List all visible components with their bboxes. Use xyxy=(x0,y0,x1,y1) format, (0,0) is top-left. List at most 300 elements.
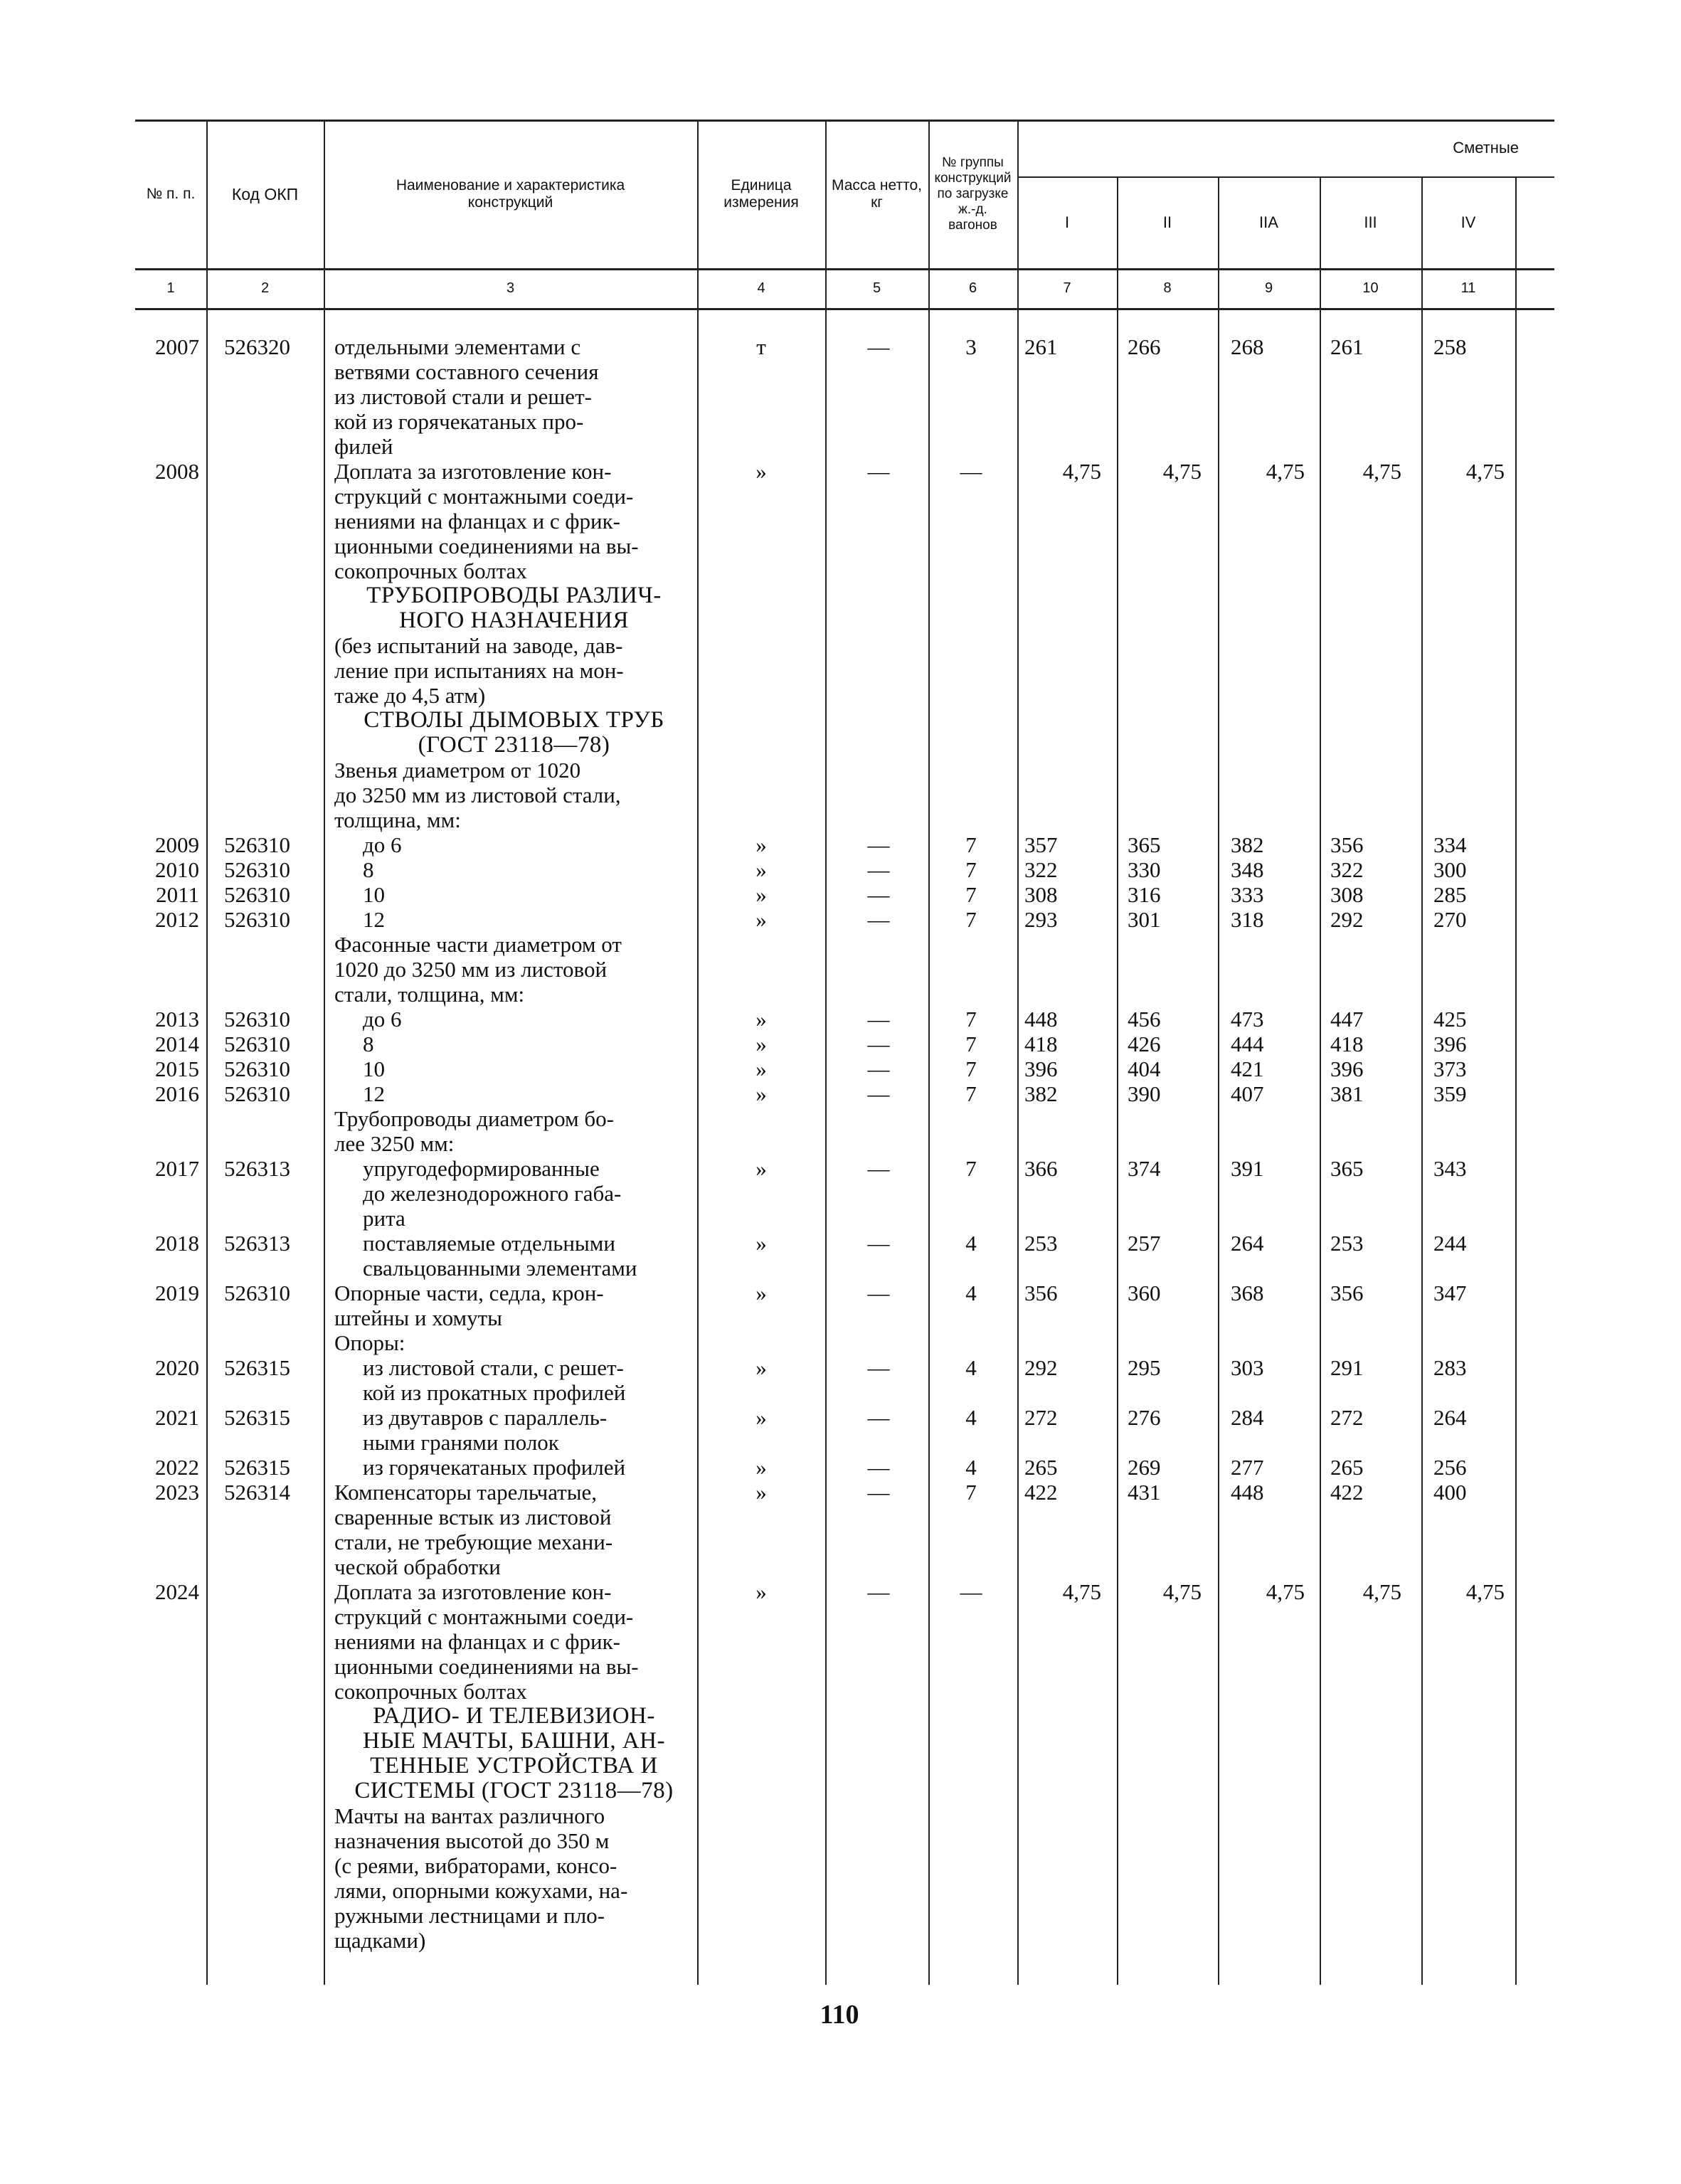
row-number: 2010 xyxy=(155,857,199,882)
mass-value: — xyxy=(867,1405,890,1430)
group-value: 4 xyxy=(965,1405,977,1430)
unit-value: » xyxy=(755,1081,767,1106)
unit-value: » xyxy=(755,1480,767,1505)
smetnye-rule xyxy=(1017,176,1554,178)
mass-value: — xyxy=(867,334,890,359)
group-value: 7 xyxy=(965,1081,977,1106)
description-line: струкций с монтажными соеди- xyxy=(334,484,634,509)
row-number: 2008 xyxy=(155,459,199,484)
price-zone-value: 448 xyxy=(1024,1007,1058,1032)
table-row xyxy=(0,1704,1681,1953)
description-line: Опорные части, седла, крон- xyxy=(334,1281,604,1305)
price-zone-value: 303 xyxy=(1231,1355,1264,1380)
row-description xyxy=(334,1455,694,1480)
table-row xyxy=(0,1480,1681,1579)
mass-value: — xyxy=(867,1156,890,1181)
unit-value: » xyxy=(755,1281,767,1305)
row-number: 2015 xyxy=(155,1056,199,1081)
table-row xyxy=(0,1231,1681,1281)
mass-value: — xyxy=(867,1480,890,1505)
price-zone-value: 382 xyxy=(1024,1081,1058,1106)
section-title: ТЕННЫЕ УСТРОЙСТВА И xyxy=(370,1753,658,1779)
price-zone-value: 261 xyxy=(1330,334,1364,359)
row-description xyxy=(334,583,694,708)
price-zone-value: 396 xyxy=(1024,1056,1058,1081)
price-zone-value: 407 xyxy=(1231,1081,1264,1106)
table-row xyxy=(0,907,1681,932)
price-zone-value: 425 xyxy=(1433,1007,1467,1032)
description-line: стали, толщина, мм: xyxy=(334,982,525,1007)
section-title: НЫЕ МАЧТЫ, БАШНИ, АН- xyxy=(362,1728,665,1754)
header-col-number: 10 xyxy=(1362,280,1379,296)
header-zone: III xyxy=(1364,213,1377,231)
price-zone-value: 316 xyxy=(1128,882,1161,907)
group-value: 4 xyxy=(965,1355,977,1380)
row-description xyxy=(334,1704,694,1953)
table-row xyxy=(0,1032,1681,1056)
price-zone-value: 374 xyxy=(1128,1156,1161,1181)
row-number: 2016 xyxy=(155,1081,199,1106)
price-zone-value: 256 xyxy=(1433,1455,1467,1480)
header-mass: Масса нетто, кг xyxy=(831,176,922,211)
group-value: 7 xyxy=(965,1056,977,1081)
price-zone-value: 333 xyxy=(1231,882,1264,907)
mass-value: — xyxy=(867,882,890,907)
price-zone-value: 258 xyxy=(1433,334,1467,359)
price-zone-value: 276 xyxy=(1128,1405,1161,1430)
section-title: РАДИО- И ТЕЛЕВИЗИОН- xyxy=(373,1703,655,1729)
price-zone-value: 244 xyxy=(1433,1231,1467,1256)
description-line: кой из горячекатаных про- xyxy=(334,409,584,434)
okp-code: 526314 xyxy=(224,1480,290,1505)
group-value: 7 xyxy=(965,907,977,932)
price-zone-value: 300 xyxy=(1433,857,1467,882)
price-zone-value: 277 xyxy=(1231,1455,1264,1480)
price-zone-value: 4,75 xyxy=(1362,459,1401,484)
price-zone-value: 422 xyxy=(1024,1480,1058,1505)
price-zone-value: 447 xyxy=(1330,1007,1364,1032)
price-zone-value: 4,75 xyxy=(1062,459,1101,484)
description-line: сокопрочных болтах xyxy=(334,1679,527,1704)
description-line: лее 3250 мм: xyxy=(334,1131,455,1156)
description-line: 12 xyxy=(363,907,385,932)
header-zone: I xyxy=(1064,213,1070,231)
price-zone-value: 272 xyxy=(1024,1405,1058,1430)
unit-value: » xyxy=(755,857,767,882)
price-zone-value: 4,75 xyxy=(1266,459,1305,484)
description-line: из листовой стали и решет- xyxy=(334,384,592,409)
section-title: СТВОЛЫ ДЫМОВЫХ ТРУБ xyxy=(364,707,664,733)
row-number: 2021 xyxy=(155,1405,199,1430)
description-line: 8 xyxy=(363,1032,374,1056)
group-value: 7 xyxy=(965,1156,977,1181)
table-row xyxy=(0,857,1681,882)
unit-value: » xyxy=(755,1579,767,1604)
table-row xyxy=(0,1330,1681,1355)
row-number: 2013 xyxy=(155,1007,199,1032)
mass-value: — xyxy=(867,1455,890,1480)
row-description xyxy=(334,1405,694,1455)
row-number: 2007 xyxy=(155,334,199,359)
header-group: № группы конструкций по загрузке ж.-д. вагонов xyxy=(934,154,1012,233)
description-line: нениями на фланцах и с фрик- xyxy=(334,1629,620,1654)
mass-value: — xyxy=(867,907,890,932)
price-zone-value: 295 xyxy=(1128,1355,1161,1380)
price-zone-value: 418 xyxy=(1024,1032,1058,1056)
mass-value: — xyxy=(867,1231,890,1256)
price-zone-value: 421 xyxy=(1231,1056,1264,1081)
group-value: 3 xyxy=(965,334,977,359)
price-zone-value: 356 xyxy=(1330,1281,1364,1305)
table-row xyxy=(0,1281,1681,1330)
header-col-number: 11 xyxy=(1460,280,1476,296)
row-number: 2024 xyxy=(155,1579,199,1604)
price-zone-value: 293 xyxy=(1024,907,1058,932)
price-zone-value: 357 xyxy=(1024,832,1058,857)
price-zone-value: 347 xyxy=(1433,1281,1467,1305)
description-line: сокопрочных болтах xyxy=(334,558,527,583)
header-col-number: 7 xyxy=(1063,280,1071,296)
table-row xyxy=(0,1106,1681,1156)
price-zone-value: 366 xyxy=(1024,1156,1058,1181)
price-zone-value: 396 xyxy=(1330,1056,1364,1081)
price-zone-value: 4,75 xyxy=(1362,1579,1401,1604)
group-value: 7 xyxy=(965,1480,977,1505)
price-zone-value: 373 xyxy=(1433,1056,1467,1081)
section-title: НОГО НАЗНАЧЕНИЯ xyxy=(399,608,629,633)
description-line: ческой обработки xyxy=(334,1554,501,1579)
row-number: 2009 xyxy=(155,832,199,857)
unit-value: » xyxy=(755,1032,767,1056)
section-title: (ГОСТ 23118—78) xyxy=(418,732,610,758)
description-line: ными гранями полок xyxy=(363,1430,559,1455)
unit-value: » xyxy=(755,907,767,932)
price-zone-value: 356 xyxy=(1024,1281,1058,1305)
okp-code: 526315 xyxy=(224,1355,290,1380)
column-numbers-rule xyxy=(135,308,1554,310)
group-value: 7 xyxy=(965,1032,977,1056)
unit-value: » xyxy=(755,832,767,857)
price-zone-value: 400 xyxy=(1433,1480,1467,1505)
price-zone-value: 257 xyxy=(1128,1231,1161,1256)
price-zone-value: 348 xyxy=(1231,857,1264,882)
okp-code: 526310 xyxy=(224,832,290,857)
header-unit: Единица измерения xyxy=(723,176,799,211)
price-zone-value: 334 xyxy=(1433,832,1467,857)
description-line: щадками) xyxy=(334,1928,426,1953)
price-zone-value: 261 xyxy=(1024,334,1058,359)
price-zone-value: 268 xyxy=(1231,334,1264,359)
unit-value: » xyxy=(755,1455,767,1480)
price-zone-value: 283 xyxy=(1433,1355,1467,1380)
okp-code: 526315 xyxy=(224,1405,290,1430)
mass-value: — xyxy=(867,1355,890,1380)
description-line: таже до 4,5 атм) xyxy=(334,683,486,708)
row-number: 2018 xyxy=(155,1231,199,1256)
row-description xyxy=(334,459,694,583)
description-line: отдельными элементами с xyxy=(334,334,581,359)
table-body xyxy=(0,334,1681,1953)
description-line: ционными соединениями на вы- xyxy=(334,534,639,558)
price-zone-value: 390 xyxy=(1128,1081,1161,1106)
mass-value: — xyxy=(867,1007,890,1032)
price-zone-value: 365 xyxy=(1128,832,1161,857)
unit-value: » xyxy=(755,1355,767,1380)
group-value: 4 xyxy=(965,1281,977,1305)
row-description xyxy=(334,334,694,459)
price-zone-value: 359 xyxy=(1433,1081,1467,1106)
price-zone-value: 456 xyxy=(1128,1007,1161,1032)
description-line: Компенсаторы тарельчатые, xyxy=(334,1480,598,1505)
group-value: 4 xyxy=(965,1231,977,1256)
row-number: 2022 xyxy=(155,1455,199,1480)
row-description xyxy=(334,857,694,882)
row-description xyxy=(334,907,694,932)
description-line: рита xyxy=(363,1206,405,1231)
header-bottom-rule xyxy=(135,268,1554,270)
price-zone-value: 360 xyxy=(1128,1281,1161,1305)
mass-value: — xyxy=(867,832,890,857)
price-zone-value: 404 xyxy=(1128,1056,1161,1081)
unit-value: т xyxy=(756,334,766,359)
description-line: Трубопроводы диаметром бо- xyxy=(334,1106,614,1131)
group-value: 7 xyxy=(965,857,977,882)
description-line: упругодеформированные xyxy=(363,1156,600,1181)
description-line: Доплата за изготовление кон- xyxy=(334,459,612,484)
header-col-number: 6 xyxy=(968,280,977,296)
description-line: из листовой стали, с решет- xyxy=(363,1355,624,1380)
header-num: № п. п. xyxy=(146,185,196,202)
unit-value: » xyxy=(755,1156,767,1181)
mass-value: — xyxy=(867,1281,890,1305)
row-number: 2019 xyxy=(155,1281,199,1305)
table-row xyxy=(0,334,1681,459)
mass-value: — xyxy=(867,1579,890,1604)
mass-value: — xyxy=(867,857,890,882)
row-description xyxy=(334,1007,694,1032)
description-line: струкций с монтажными соеди- xyxy=(334,1604,634,1629)
price-zone-value: 473 xyxy=(1231,1007,1264,1032)
price-zone-value: 285 xyxy=(1433,882,1467,907)
description-line: до железнодорожного габа- xyxy=(363,1181,622,1206)
okp-code: 526310 xyxy=(224,882,290,907)
header-col-number: 4 xyxy=(757,280,765,296)
price-zone-value: 308 xyxy=(1330,882,1364,907)
price-zone-value: 284 xyxy=(1231,1405,1264,1430)
row-description xyxy=(334,1281,694,1330)
okp-code: 526310 xyxy=(224,1281,290,1305)
price-zone-value: 365 xyxy=(1330,1156,1364,1181)
okp-code: 526315 xyxy=(224,1455,290,1480)
description-line: до 3250 мм из листовой стали, xyxy=(334,783,621,807)
table-row xyxy=(0,1405,1681,1455)
price-zone-value: 269 xyxy=(1128,1455,1161,1480)
table-row xyxy=(0,1056,1681,1081)
description-line: (с реями, вибраторами, консо- xyxy=(334,1853,617,1878)
description-line: ционными соединениями на вы- xyxy=(334,1654,639,1679)
row-description xyxy=(334,1056,694,1081)
description-line: свальцованными элементами xyxy=(363,1256,637,1281)
table-row xyxy=(0,932,1681,1007)
row-description xyxy=(334,1156,694,1231)
table-row xyxy=(0,708,1681,832)
description-line: ление при испытаниях на мон- xyxy=(334,658,624,683)
price-zone-value: 391 xyxy=(1231,1156,1264,1181)
price-zone-value: 292 xyxy=(1024,1355,1058,1380)
price-zone-value: 253 xyxy=(1024,1231,1058,1256)
table-row xyxy=(0,1579,1681,1704)
table-row xyxy=(0,882,1681,907)
header-okp: Код ОКП xyxy=(231,184,299,203)
price-zone-value: 253 xyxy=(1330,1231,1364,1256)
description-line: 1020 до 3250 мм из листовой xyxy=(334,957,608,982)
description-line: назначения высотой до 350 м xyxy=(334,1828,610,1853)
header-zone: IIA xyxy=(1259,213,1278,231)
price-zone-value: 266 xyxy=(1128,334,1161,359)
table-row xyxy=(0,1007,1681,1032)
table-row xyxy=(0,1156,1681,1231)
unit-value: » xyxy=(755,1405,767,1430)
okp-code: 526320 xyxy=(224,334,290,359)
price-zone-value: 4,75 xyxy=(1062,1579,1101,1604)
header-smetnye: Сметные xyxy=(1453,139,1519,157)
description-line: из двутавров с параллель- xyxy=(363,1405,608,1430)
description-line: штейны и хомуты xyxy=(334,1305,502,1330)
table-row xyxy=(0,832,1681,857)
unit-value: » xyxy=(755,459,767,484)
okp-code: 526310 xyxy=(224,1056,290,1081)
price-zone-value: 265 xyxy=(1330,1455,1364,1480)
page-number: 110 xyxy=(820,2000,859,2030)
price-zone-value: 4,75 xyxy=(1465,459,1505,484)
price-zone-value: 291 xyxy=(1330,1355,1364,1380)
description-line: Доплата за изготовление кон- xyxy=(334,1579,612,1604)
group-value: — xyxy=(960,459,982,484)
header-col-number: 8 xyxy=(1163,280,1172,296)
price-zone-value: 343 xyxy=(1433,1156,1467,1181)
group-value: 7 xyxy=(965,882,977,907)
price-zone-value: 356 xyxy=(1330,832,1364,857)
description-line: толщина, мм: xyxy=(334,807,461,832)
row-description xyxy=(334,1032,694,1056)
price-zone-value: 382 xyxy=(1231,832,1264,857)
price-zone-value: 265 xyxy=(1024,1455,1058,1480)
group-value: 7 xyxy=(965,832,977,857)
header-zone: IV xyxy=(1460,213,1476,231)
price-zone-value: 270 xyxy=(1433,907,1467,932)
unit-value: » xyxy=(755,1231,767,1256)
header-col-number: 3 xyxy=(506,280,515,296)
unit-value: » xyxy=(755,882,767,907)
price-zone-value: 396 xyxy=(1433,1032,1467,1056)
row-description xyxy=(334,832,694,857)
section-title: ТРУБОПРОВОДЫ РАЗЛИЧ- xyxy=(366,583,662,608)
price-zone-value: 422 xyxy=(1330,1480,1364,1505)
row-description xyxy=(334,882,694,907)
price-zone-value: 444 xyxy=(1231,1032,1264,1056)
price-zone-value: 4,75 xyxy=(1465,1579,1505,1604)
price-zone-value: 318 xyxy=(1231,907,1264,932)
header-col-number: 1 xyxy=(166,280,175,296)
price-zone-value: 272 xyxy=(1330,1405,1364,1430)
description-line: 10 xyxy=(363,882,385,907)
price-zone-value: 381 xyxy=(1330,1081,1364,1106)
mass-value: — xyxy=(867,459,890,484)
price-zone-value: 418 xyxy=(1330,1032,1364,1056)
okp-code: 526313 xyxy=(224,1231,290,1256)
price-zone-value: 322 xyxy=(1024,857,1058,882)
row-number: 2017 xyxy=(155,1156,199,1181)
header-col-number: 2 xyxy=(260,280,270,296)
price-zone-value: 368 xyxy=(1231,1281,1264,1305)
description-line: нениями на фланцах и с фрик- xyxy=(334,509,620,534)
row-description xyxy=(334,1480,694,1579)
okp-code: 526310 xyxy=(224,1081,290,1106)
header-col-number: 5 xyxy=(872,280,881,296)
group-value: 4 xyxy=(965,1455,977,1480)
header-zone: II xyxy=(1162,213,1172,231)
description-line: поставляемые отдельными xyxy=(363,1231,615,1256)
price-zone-value: 431 xyxy=(1128,1480,1161,1505)
mass-value: — xyxy=(867,1081,890,1106)
description-line: до 6 xyxy=(363,1007,402,1032)
row-description xyxy=(334,1106,694,1156)
row-number: 2012 xyxy=(155,907,199,932)
row-description xyxy=(334,1081,694,1106)
table-row xyxy=(0,459,1681,583)
price-zone-value: 264 xyxy=(1433,1405,1467,1430)
description-line: ружными лестницами и пло- xyxy=(334,1903,605,1928)
header-col-number: 9 xyxy=(1264,280,1273,296)
row-description xyxy=(334,1330,694,1355)
description-line: кой из прокатных профилей xyxy=(363,1380,626,1405)
description-line: Фасонные части диаметром от xyxy=(334,932,622,957)
table-row xyxy=(0,1081,1681,1106)
unit-value: » xyxy=(755,1007,767,1032)
price-zone-value: 301 xyxy=(1128,907,1161,932)
price-zone-value: 330 xyxy=(1128,857,1161,882)
row-number: 2023 xyxy=(155,1480,199,1505)
description-line: Опоры: xyxy=(334,1330,405,1355)
row-description xyxy=(334,1579,694,1704)
okp-code: 526310 xyxy=(224,907,290,932)
okp-code: 526310 xyxy=(224,1007,290,1032)
price-zone-value: 308 xyxy=(1024,882,1058,907)
header-name: Наименование и характеристика конструкций xyxy=(396,176,625,211)
mass-value: — xyxy=(867,1056,890,1081)
price-zone-value: 4,75 xyxy=(1162,459,1202,484)
description-line: (без испытаний на заводе, дав- xyxy=(334,633,623,658)
row-number: 2020 xyxy=(155,1355,199,1380)
table-row xyxy=(0,1455,1681,1480)
description-line: Звенья диаметром от 1020 xyxy=(334,758,581,783)
description-line: лями, опорными кожухами, на- xyxy=(334,1878,628,1903)
description-line: Мачты на вантах различного xyxy=(334,1803,605,1828)
row-description xyxy=(334,1355,694,1405)
description-line: 8 xyxy=(363,857,374,882)
price-zone-value: 448 xyxy=(1231,1480,1264,1505)
okp-code: 526310 xyxy=(224,857,290,882)
row-description xyxy=(334,1231,694,1281)
description-line: филей xyxy=(334,434,393,459)
section-title: СИСТЕМЫ (ГОСТ 23118—78) xyxy=(354,1778,674,1803)
group-value: — xyxy=(960,1579,982,1604)
price-zone-value: 426 xyxy=(1128,1032,1161,1056)
description-line: из горячекатаных профилей xyxy=(363,1455,626,1480)
mass-value: — xyxy=(867,1032,890,1056)
row-number: 2014 xyxy=(155,1032,199,1056)
okp-code: 526310 xyxy=(224,1032,290,1056)
